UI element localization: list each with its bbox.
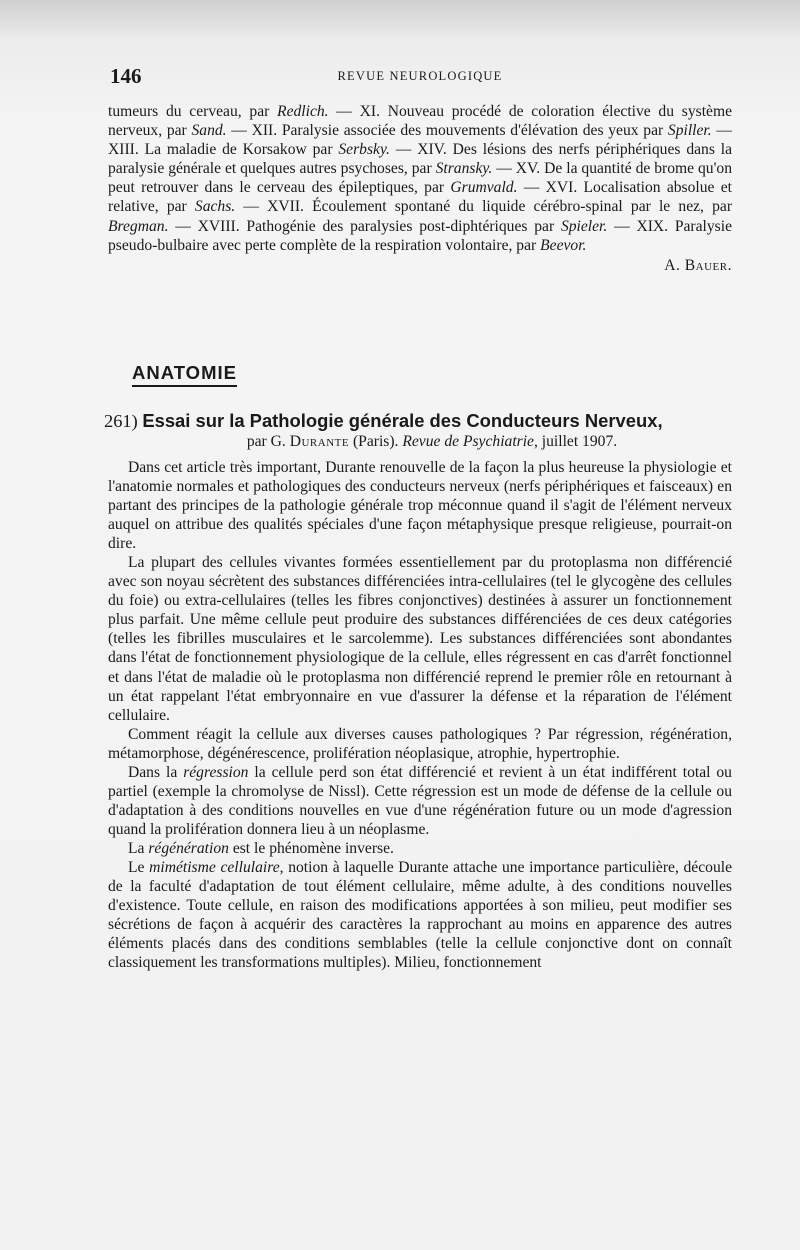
author-name: Sand. bbox=[191, 122, 227, 140]
intro-paragraph bbox=[108, 102, 732, 275]
paragraph: La plupart des cellules vivantes formées essentiellement par du protoplasma non différencié avec son noyau sécrètent des substances différenciées intra-cellulaires (tel le glycogène des cellules du foie) ou extra-cellulaires (telles les fibres conjonctives) destinées à assurer un fonctionnement plus parfait. Une même cellule peut produire des substances différenciées de ces deux catégories (telles les fibrilles musculaires et le sarcolemme). Les substances différenciées sont abondantes dans l'état de fonctionnement physiologique de la cellule, elles régressent en cas d'arrêt fonctionnel et dans l'état de maladie où le protoplasma non différencié reprend le premier rôle en retournant à un état rappelant l'état embryonnaire en vue d'assurer la défense et la réparation de l'élément cellulaire. bbox=[108, 554, 732, 724]
article-number: 261) bbox=[104, 411, 138, 431]
article-body bbox=[108, 458, 732, 972]
paragraph: Le mimétisme cellulaire, notion à laquelle Durante attache une importance particulière, découle de la faculté d'adaptation de tout élément cellulaire, même adulte, à des conditions nouvelles d'existence. Toute cellule, en raison des modifications apportées à son milieu, peut modifier ses sécrétions de façon à acquérir des caractères la rapprochant au moins en apparence des autres éléments placés dans des conditions semblables (telle la cellule conjonctive dont on connaît classiquement les transformations multiples). Milieu, fonctionnement bbox=[108, 858, 732, 972]
author-name: Spiller. bbox=[667, 122, 712, 140]
section-title: ANATOMIE bbox=[132, 362, 237, 387]
article-title-line bbox=[104, 410, 730, 432]
article-title: Essai sur la Pathologie générale des Conducteurs Nerveux, bbox=[142, 410, 663, 431]
paragraph: Dans cet article très important, Durante renouvelle de la façon la plus heureuse la physiologie et l'anatomie normales et pathologiques des conducteurs nerveux (nerfs périphériques et faisceaux) en partant des principes de la pathologie générale trop méconnue quand il s'agit de l'élément nerveux auquel on attribue des qualités spéciales d'une façon métaphysique presque religieuse, pourrait-on dire. bbox=[108, 459, 732, 553]
author-name: Spieler. bbox=[560, 217, 608, 235]
page-number: 146 bbox=[110, 64, 142, 88]
article-heading bbox=[104, 410, 730, 452]
author-name: Grumvald. bbox=[450, 179, 518, 197]
author-name: Serbsky. bbox=[338, 141, 390, 159]
author-name: Sachs. bbox=[194, 198, 236, 216]
running-header bbox=[110, 64, 730, 90]
running-title: REVUE NEUROLOGIQUE bbox=[337, 69, 503, 83]
article-author: Durante bbox=[289, 433, 350, 450]
paragraph: Comment réagit la cellule aux diverses causes pathologiques ? Par régression, régénération, métamorphose, dégénérescence, prolifération néoplasique, atrophie, hypertrophie. bbox=[108, 725, 732, 762]
author-name: Beevor. bbox=[540, 236, 587, 254]
paragraph: Dans la régression la cellule perd son état différencié et revient à un état indifférent total ou partiel (exemple la chromolyse de Nissl). Cette régression est un mode de défense de la cellule ou d'adaptation à des conditions nouvelles en vue d'une régénération future ou un mode d'agression quand la prolifération donnera lieu à un néoplasme. bbox=[108, 763, 732, 838]
author-name: Stransky. bbox=[435, 160, 493, 178]
author-name: Bregman. bbox=[108, 217, 169, 235]
paragraph: La régénération est le phénomène inverse. bbox=[128, 839, 394, 857]
author-name: Redlich. bbox=[277, 103, 329, 120]
article-citation: par G. Durante (Paris). Revue de Psychiatrie, juillet 1907. bbox=[246, 433, 618, 450]
reviewer-signature: A. Bauer. bbox=[664, 256, 732, 274]
journal-name: Revue de Psychiatrie bbox=[402, 433, 534, 450]
review-list: tumeurs du cerveau, par Redlich. — XI. Nouveau procédé de coloration élective du système nerveux, par Sand. — XII. Paralysie associée des mouvements d'élévation des yeux par Spiller. — XIII. La maladie de Korsakow par Serbsky. — XIV. Des lésions des nerfs périphériques dans la paralysie générale et quelques autres psychoses, par Stransky. — XV. De la quantité de brome qu'on peut retrouver dans le cerveau des épileptiques, par Grumvald. — XVI. Localisation absolue et relative, par Sachs. — XVII. Écoulement spontané du liquide cérébro-spinal par le nez, par Bregman. — XVIII. Pathogénie des paralysies post-diphtériques par Spieler. — XIX. Paralysie pseudo-bulbaire avec perte complète de la respiration volontaire, par Beevor. A. Bauer. bbox=[108, 103, 733, 274]
